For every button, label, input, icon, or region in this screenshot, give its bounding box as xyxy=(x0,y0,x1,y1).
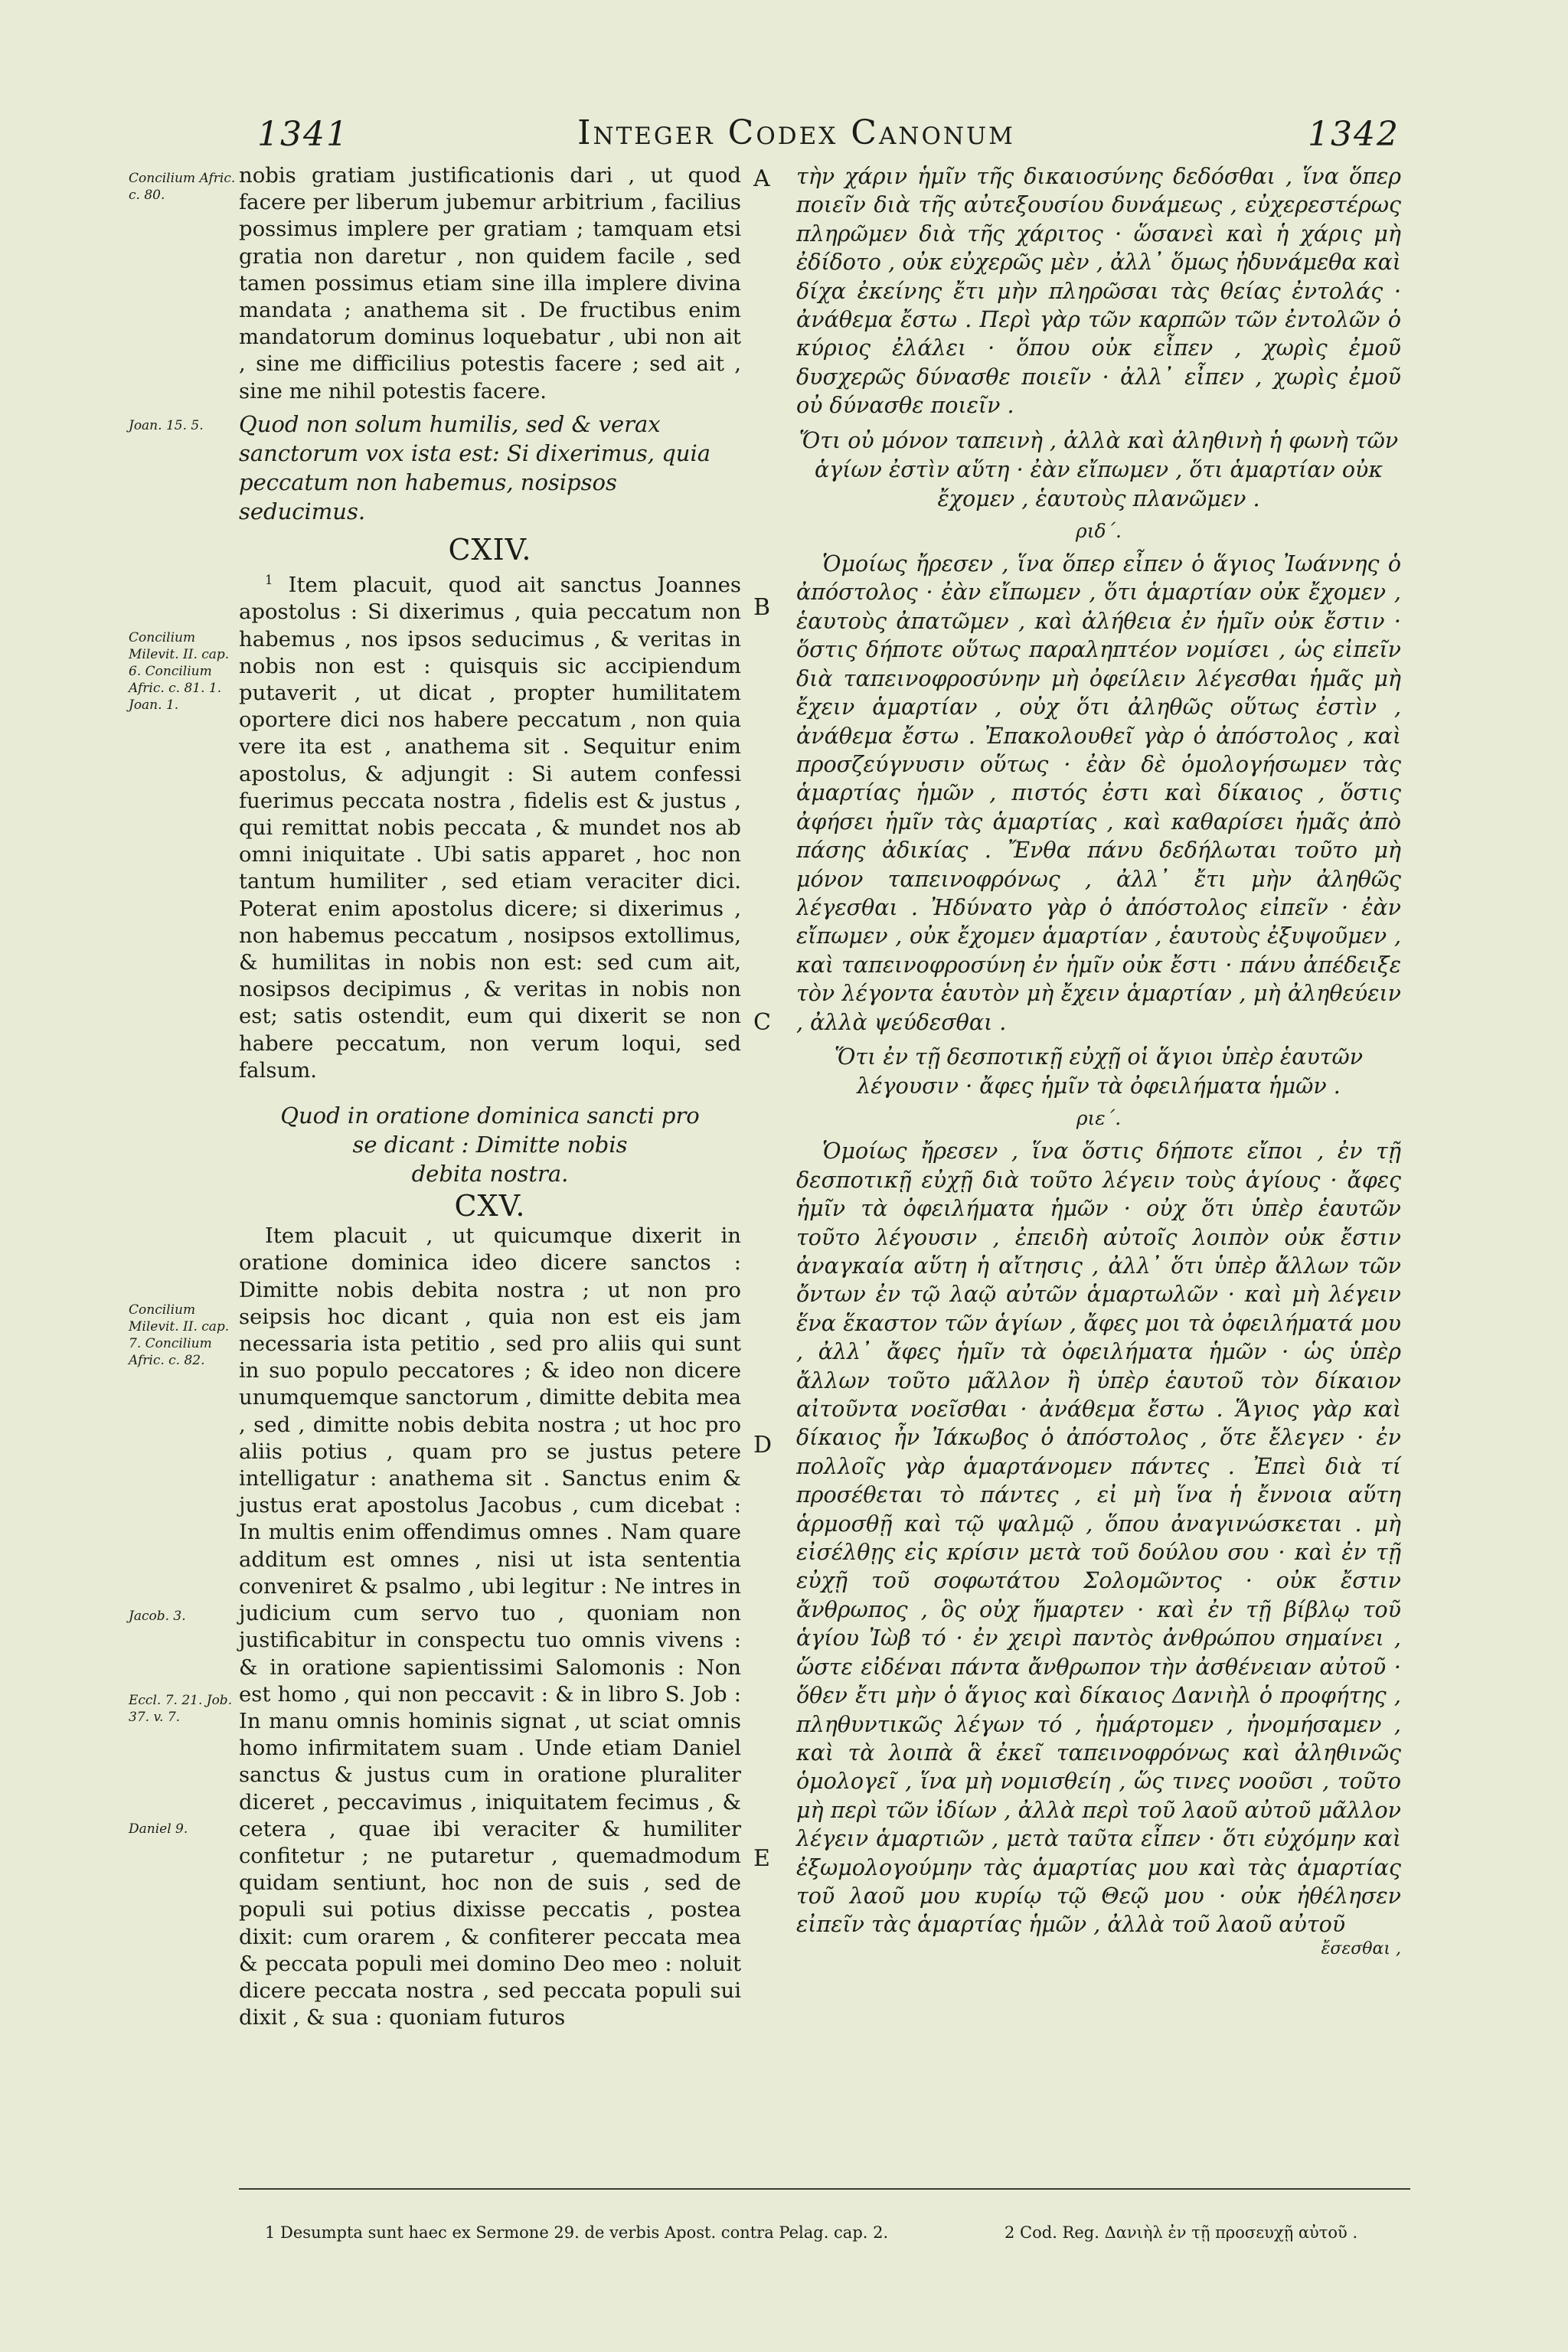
margin-note: Eccl. 7. 21. Job. 37. v. 7. xyxy=(129,1693,233,1725)
section-heading: Quod non solum humilis, sed & verax sanctorum vox ista est: Si dixerimus, quia peccatum non habemus, nosipsos seducimus. xyxy=(239,410,711,524)
greek-paragraph: Ὁμοίως ἤρεσεν , ἵνα ὅστις δήποτε εἴποι , ἐν τῇ δεσποτικῇ εὐχῇ διὰ τοῦτο λέγειν τοὺς ἁγίους · ἄφες ἡμῖν τὰ ὀφειλήματα ἡμῶν · οὐχ ὅτι ὑπὲρ ἑαυτῶν τοῦτο λέγουσιν , ἐπειδὴ αὐτοῖς λοιπὸν οὐκ ἔστιν ἀναγκαία αὕτη ἡ αἴτησις , ἀλλ᾽ ὅτι ὑπὲρ ἄλλων τῶν ὄντων ἐν τῷ λαῷ αὐτῶν ἁμαρτωλῶν · καὶ μὴ λέγειν ἕνα ἕκαστον τῶν ἁγίων , ἄφες μοι τὰ ὀφειλήματά μου , ἀλλ᾽ ἄφες ἡμῖν τὰ ὀφειλήματα ἡμῶν · ὡς ὑπὲρ ἄλλων τοῦτο μᾶλλον ἢ ὑπὲρ ἑαυτοῦ τὸν δίκαιον αἰτοῦντα νοεῖσθαι · ἀνάθεμα ἔστω . Ἅγιος γὰρ καὶ δίκαιος ἦν Ἰάκωβος ὁ ἀπόστολος , ὅτε ἔλεγεν · ἐν πολλοῖς γὰρ ἁμαρτάνομεν πάντες . Ἐπεὶ διὰ τί προσέθεται τὸ πάντες , εἰ μὴ ἵνα ἡ ἔννοια αὕτη ἁρμοσθῇ καὶ τῷ ψαλμῷ , ὅπου ἀναγινώσκεται . μὴ εἰσέλθῃς εἰς κρίσιν μετὰ τοῦ δούλου σου · καὶ ἐν τῇ εὐχῇ τοῦ σοφωτάτου Σολομῶντος · οὐκ ἔστιν ἄνθρωπος , ὃς οὐχ ἥμαρτεν · καὶ ἐν τῇ βίβλῳ τοῦ ἁγίου Ἰὼβ τό · ἐν χειρὶ παντὸς ἀνθρώπου σημαίνει , ὥστε εἰδέναι πάντα ἄνθρωπον τὴν ἀσθένειαν αὐτοῦ · ὅθεν ἔτι μὴν ὁ ἅγιος καὶ δίκαιος Δανιὴλ ὁ προφήτης , πληθυντικῶς λέγων τό , ἡμάρτομεν , ἠνομήσαμεν , καὶ τὰ λοιπὰ ἃ ἐκεῖ ταπεινοφρόνως καὶ ἀληθινῶς ὁμολογεῖ , ἵνα μὴ νομισθείη , ὥς τινες νοοῦσι , τοῦτο μὴ περὶ τῶν ἰδίων , ἀλλὰ περὶ τοῦ λαοῦ αὐτοῦ μᾶλλον λέγειν ἁμαρτιῶν , μετὰ ταῦτα εἶπεν · ὅτι εὐχόμην καὶ ἐξωμολογούμην τὰς ἁμαρτίας μου καὶ τὰς ἁμαρτίας τοῦ λαοῦ μου κυρίῳ τῷ Θεῷ μου · οὐκ ἠθέλησεν εἰπεῖν τὰς ἁμαρτίας ἡμῶν , ἀλλὰ τοῦ λαοῦ αὐτοῦ xyxy=(796,1138,1401,1938)
page-number-left: 1341 xyxy=(257,115,349,154)
latin-paragraph: nobis gratiam justificationis dari , ut quod facere per liberum jubemur arbitrium , facilius possimus implere per gratiam ; tamquam etsi gratia non daretur , non quidem facile , sed tamen possimus etiam sine illa implere divina mandata ; anathema sit . De fructibus enim mandatorum dominus loquebatur , ubi non ait , sine me difficilius potestis facere ; sed ait , sine me nihil potestis facere. xyxy=(239,163,741,403)
section-heading: Ὅτι ἐν τῇ δεσποτικῇ εὐχῇ οἱ ἅγιοι ὑπὲρ ἑαυτῶν λέγουσιν · ἄφες ἡμῖν τὰ ὀφειλήματα ἡμῶν . xyxy=(834,1044,1364,1099)
section-letter: C xyxy=(753,1009,771,1036)
margin-note: Concilium Milevit. II. cap. 7. Concilium Afric. c. 82. xyxy=(129,1302,230,1368)
section-heading: debita nostra. xyxy=(411,1161,569,1187)
latin-paragraph-text: Item placuit, quod ait sanctus Joannes apostolus : Si dixerimus , quia peccatum non habemus , nos ipsos seducimus , & veritas in nobis non est : quisquis sic accipiendum putaverit , ut dicat , propter humilitatem oportere dici nos habere peccatum , non quia vere ita est , anathema sit . Sequitur enim apostolus, & adjungit : Si autem confessi fuerimus peccata nostra , fidelis est & justus , qui remittat nobis peccata , & mundet nos ab omni iniquitate . Ubi satis apparet , hoc non tantum humiliter , sed etiam veraciter dici. Poterat enim apostolus dicere; si dixerimus , non habemus peccatum , nosipsos extollimus, & humilitas in nobis non est: sed cum ait, nosipsos decipimus , & veritas in nobis non est; satis ostendit, eum qui dixerit se non habere peccatum, non verum loqui, sed falsum. xyxy=(239,573,741,1083)
section-heading: Ὅτι οὐ μόνον ταπεινὴ , ἀλλὰ καὶ ἀληθινὴ ἡ φωνὴ τῶν ἁγίων ἐστὶν αὕτη · ἐὰν εἴπωμεν , ὅτι ἁμαρτίαν οὐκ ἔχομεν , ἑαυτοὺς πλανῶμεν . xyxy=(799,427,1399,511)
margin-note: Concilium Milevit. II. cap. 6. Concilium Afric. c. 81. 1. Joan. 1. xyxy=(129,630,230,713)
margin-note: Concilium Afric. c. 80. xyxy=(129,171,236,203)
section-letter: A xyxy=(753,165,770,192)
footnote-marker: 1 xyxy=(265,573,273,588)
margin-note: Jacob. 3. xyxy=(129,1609,186,1624)
section-letter: E xyxy=(753,1845,770,1872)
footnote: 2 Cod. Reg. Δανιὴλ ἐν τῇ προσευχῇ αὐτοῦ . xyxy=(1004,2223,1358,2242)
latin-paragraph: Item placuit , ut quicumque dixerit in oratione dominica ideo dicere sanctos : Dimitte nobis debita nostra ; ut non pro seipsis hoc dicant , quia non est eis jam necessaria ista petitio , sed pro aliis qui sunt in suo populo peccatores ; & ideo non dicere unumquemque sanctorum , dimitte debita mea , sed , dimitte nobis debita nostra ; ut hoc pro aliis potius , quam pro se justus petere intelligatur : anathema sit . Sanctus enim & justus erat apostolus Jacobus , cum dicebat : In multis enim offendimus omnes . Nam quare additum est omnes , nisi ut ista sententia conveniret & psalmo , ubi legitur : Ne intres in judicium cum servo tuo , quoniam non justificabitur in conspectu tuo omnis vivens : & in oratione sapientissimi Salomonis : Non est homo , qui non peccavit : & in libro S. Job : In manu omnis hominis signat , ut sciat omnis homo infirmitatem suam . Unde etiam Daniel sanctus & justus cum in oratione pluraliter diceret , peccavimus , iniquitatem fecimus , & cetera , quae ibi veraciter & humiliter confitetur ; ne putaretur , quemadmodum quidam sentiunt, hoc non de suis , sed de populi sui potius dixisse peccatis , postea dixit: cum orarem , & confiterer peccata mea & peccata populi mei domino Deo meo : noluit dicere peccata nostra , sed peccata populi sui dixit , & sua : quoniam futuros xyxy=(239,1223,741,2030)
catchword: ἔσεσθαι , xyxy=(1321,1939,1401,1958)
latin-paragraph xyxy=(239,567,741,1084)
chapter-number: ριδ΄. xyxy=(1076,519,1122,542)
chapter-number: CXIV. xyxy=(448,532,532,567)
footnote: 1 Desumpta sunt haec ex Sermone 29. de verbis Apost. contra Pelag. cap. 2. xyxy=(265,2223,889,2242)
footnote-rule xyxy=(239,2188,1410,2190)
chapter-number: ριε΄. xyxy=(1076,1106,1122,1129)
chapter-number: CXV. xyxy=(454,1189,526,1223)
margin-note: Joan. 15. 5. xyxy=(129,418,204,433)
running-title: Integer Codex Canonum xyxy=(577,113,1015,152)
greek-paragraph: Ὁμοίως ἤρεσεν , ἵνα ὅπερ εἶπεν ὁ ἅγιος Ἰωάννης ὁ ἀπόστολος · ἐὰν εἴπωμεν , ὅτι ἁμαρτίαν οὐκ ἔχομεν , ἑαυτοὺς ἀπατῶμεν , καὶ ἀλήθεια ἐν ἡμῖν οὐκ ἔστιν · ὅστις δήποτε οὕτως παραληπτέον νομίσει , ὡς εἰπεῖν διὰ ταπεινοφροσύνην μὴ ὀφείλειν λέγεσθαι ἡμᾶς μὴ ἔχειν ἁμαρτίαν , οὐχ ὅτι ἀληθῶς οὕτως ἐστὶν , ἀνάθεμα ἔστω . Ἐπακολουθεῖ γὰρ ὁ ἀπόστολος , καὶ προσζεύγνυσιν οὕτως · ἐὰν δὲ ὁμολογήσωμεν τὰς ἁμαρτίας ἡμῶν , πιστός ἐστι καὶ δίκαιος , ὅστις ἀφήσει ἡμῖν τὰς ἁμαρτίας , καὶ καθαρίσει ἡμᾶς ἀπὸ πάσης ἀδικίας . Ἔνθα πάνυ δεδήλωται τοῦτο μὴ μόνον ταπεινοφρόνως , ἀλλ᾽ ἔτι μὴν ἀληθῶς λέγεσθαι . Ἠδύνατο γὰρ ὁ ἀπόστολος εἰπεῖν · ἐὰν εἴπωμεν , οὐκ ἔχομεν ἁμαρτίαν , ἑαυτοὺς ἐξυψοῦμεν , καὶ ταπεινοφροσύνη ἐν ἡμῖν οὐκ ἔστι · πάνυ ἀπέδειξε τὸν λέγοντα ἑαυτὸν μὴ ἔχειν ἁμαρτίαν , μὴ ἀληθεύειν , ἀλλὰ ψεύδεσθαι . xyxy=(796,551,1401,1035)
latin-column xyxy=(239,162,741,2031)
section-letter: B xyxy=(753,594,771,621)
section-heading: Quod in oratione dominica sancti pro xyxy=(280,1102,700,1129)
section-heading: se dicant : Dimitte nobis xyxy=(352,1132,628,1158)
section-letter: D xyxy=(753,1432,773,1459)
greek-column xyxy=(796,162,1401,1959)
greek-paragraph: τὴν χάριν ἡμῖν τῆς δικαιοσύνης δεδόσθαι , ἵνα ὅπερ ποιεῖν διὰ τῆς αὐτεξουσίου δυνάμεως , εὐχερεστέρως πληρῶμεν διὰ τῆς χάριτος · ὥσανεὶ καὶ ἡ χάρις μὴ ἐδίδοτο , οὐκ εὐχερῶς μὲν , ἀλλ᾽ ὅμως ἠδυνάμεθα καὶ δίχα ἐκείνης ἔτι μὴν πληρῶσαι τὰς θείας ἐντολάς · ἀνάθεμα ἔστω . Περὶ γὰρ τῶν καρπῶν τῶν ἐντολῶν ὁ κύριος ἐλάλει · ὅπου οὐκ εἶπεν , χωρὶς ἐμοῦ δυσχερῶς δύνασθε ποιεῖν · ἀλλ᾽ εἶπεν , χωρὶς ἐμοῦ οὐ δύνασθε ποιεῖν . xyxy=(796,164,1401,419)
margin-note: Daniel 9. xyxy=(129,1821,188,1837)
page-number-right: 1342 xyxy=(1308,115,1400,154)
